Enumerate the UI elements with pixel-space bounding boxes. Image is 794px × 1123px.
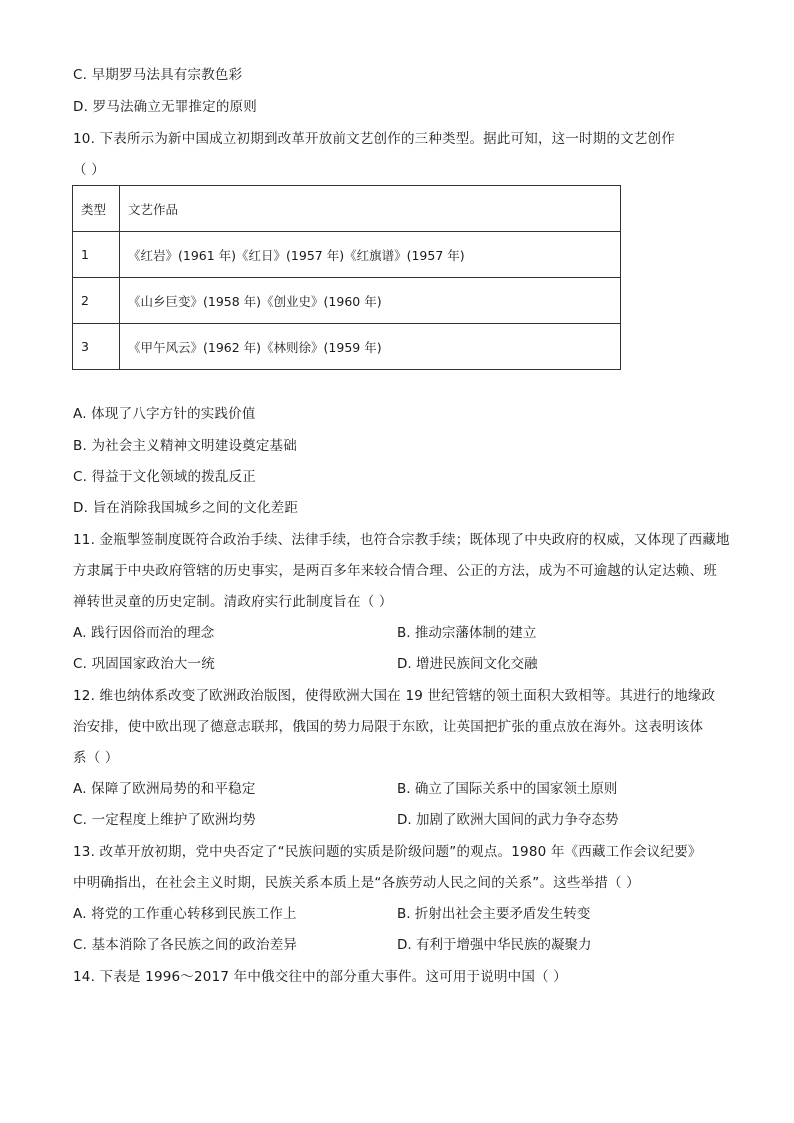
q9-option-c: C. 早期罗马法具有宗教色彩 bbox=[73, 67, 243, 83]
table-cell-works: 《甲午风云》(1962 年)《林则徐》(1959 年) bbox=[120, 324, 621, 370]
q13-stem-line2: 中明确指出，在社会主义时期，民族关系本质上是“各族劳动人民之间的关系”。这些举措（ ） bbox=[73, 875, 640, 891]
table-cell-works: 《山乡巨变》(1958 年)《创业史》(1960 年) bbox=[120, 278, 621, 324]
q12-option-b: B. 确立了国际关系中的国家领土原则 bbox=[397, 781, 618, 797]
table-row bbox=[73, 324, 621, 370]
table-cell-type: 1 bbox=[73, 232, 120, 278]
q13-option-d: D. 有利于增强中华民族的凝聚力 bbox=[397, 937, 592, 953]
q13-option-a: A. 将党的工作重心转移到民族工作上 bbox=[73, 906, 297, 922]
q11-option-a: A. 践行因俗而治的理念 bbox=[73, 625, 215, 641]
table-row bbox=[73, 232, 621, 278]
q10-artworks-table bbox=[72, 185, 621, 370]
q12-option-c: C. 一定程度上维护了欧洲均势 bbox=[73, 812, 257, 828]
table-cell-type: 3 bbox=[73, 324, 120, 370]
q12-stem-line3: 系（ ） bbox=[73, 750, 119, 766]
q13-stem-line1: 13. 改革开放初期，党中央否定了“民族问题的实质是阶级问题”的观点。1980 年《西藏工作会议纪要》 bbox=[73, 844, 702, 860]
table-cell-works: 《红岩》(1961 年)《红日》(1957 年)《红旗谱》(1957 年) bbox=[120, 232, 621, 278]
q14-stem-line1: 14. 下表是 1996～2017 年中俄交往中的部分重大事件。这可用于说明中国（ ） bbox=[73, 969, 567, 985]
q10-option-d: D. 旨在消除我国城乡之间的文化差距 bbox=[73, 500, 299, 516]
q12-option-d: D. 加剧了欧洲大国间的武力争夺态势 bbox=[397, 812, 619, 828]
q12-stem-line1: 12. 维也纳体系改变了欧洲政治版图，使得欧洲大国在 19 世纪管辖的领土面积大致相等。其进行的地缘政 bbox=[73, 688, 716, 704]
q11-option-c: C. 巩固国家政治大一统 bbox=[73, 656, 215, 672]
q11-stem-line1: 11. 金瓶掣签制度既符合政治手续、法律手续，也符合宗教手续；既体现了中央政府的权威，又体现了西藏地 bbox=[73, 532, 730, 548]
q12-stem-line2: 治安排，使中欧出现了德意志联邦，俄国的势力局限于东欧，让英国把扩张的重点放在海外。这表明该体 bbox=[73, 719, 704, 735]
q11-stem-line2: 方隶属于中央政府管辖的历史事实，是两百多年来较合情合理、公正的方法，成为不可逾越的认定达赖、班 bbox=[73, 563, 717, 579]
table-row bbox=[73, 278, 621, 324]
q10-stem-line2: （ ） bbox=[73, 162, 105, 178]
q11-stem-line3: 禅转世灵童的历史定制。清政府实行此制度旨在（ ） bbox=[73, 594, 393, 610]
q10-option-c: C. 得益于文化领域的拨乱反正 bbox=[73, 469, 257, 485]
table-header-cell: 文艺作品 bbox=[120, 186, 621, 232]
q11-option-b: B. 推动宗藩体制的建立 bbox=[397, 625, 537, 641]
table-cell-type: 2 bbox=[73, 278, 120, 324]
q10-option-b: B. 为社会主义精神文明建设奠定基础 bbox=[73, 438, 297, 454]
q13-option-b: B. 折射出社会主要矛盾发生转变 bbox=[397, 906, 591, 922]
q13-option-c: C. 基本消除了各民族之间的政治差异 bbox=[73, 937, 298, 953]
q10-option-a: A. 体现了八字方针的实践价值 bbox=[73, 406, 256, 422]
table-header-row bbox=[73, 186, 621, 232]
q9-option-d: D. 罗马法确立无罪推定的原则 bbox=[73, 99, 257, 115]
q12-option-a: A. 保障了欧洲局势的和平稳定 bbox=[73, 781, 256, 797]
q10-stem-line1: 10. 下表所示为新中国成立初期到改革开放前文艺创作的三种类型。据此可知，这一时期的文艺创作 bbox=[73, 131, 675, 147]
q11-option-d: D. 增进民族间文化交融 bbox=[397, 656, 538, 672]
table-header-cell: 类型 bbox=[73, 186, 120, 232]
